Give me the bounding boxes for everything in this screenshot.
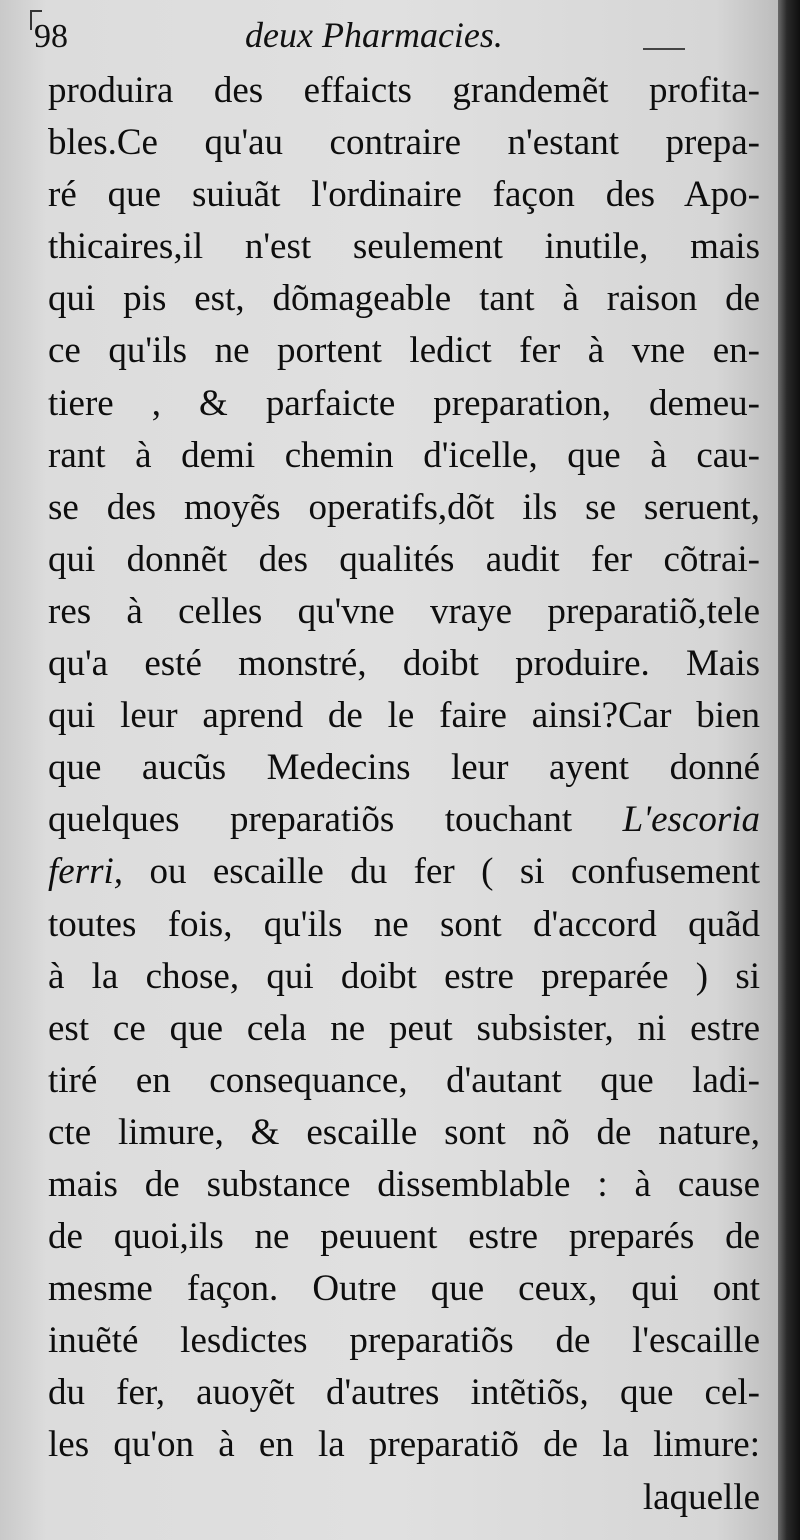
- running-head: deux Pharmacies.: [245, 15, 503, 55]
- text-line: res à celles qu'vne vraye preparatiõ,tele: [48, 590, 760, 632]
- text-line: toutes fois, qu'ils ne sont d'accord quãd: [48, 903, 760, 945]
- text-line-italic-term: [48, 846, 760, 898]
- text-line: qui leur aprend de le faire ainsi?Car bien: [48, 695, 760, 737]
- text-line: qui pis est, dõmageable tant à raison de: [48, 278, 760, 320]
- text-segment: quelques preparatiõs touchant: [48, 799, 623, 841]
- text-line-italic-term: [48, 794, 760, 846]
- italic-term: ferri,: [48, 851, 124, 893]
- page-header: [30, 10, 760, 62]
- text-line: inuẽté lesdictes preparatiõs de l'escaille: [48, 1320, 760, 1362]
- text-line: est ce que cela ne peut subsister, ni estre: [48, 1007, 760, 1049]
- text-line: produira des effaicts grandemẽt profita-: [48, 70, 760, 111]
- text-segment: ou escaille du fer ( si confusement: [123, 851, 760, 893]
- body-text: [48, 65, 760, 1524]
- text-line: cte limure, & escaille sont nõ de nature,: [48, 1111, 760, 1153]
- page-edge-shadow: [778, 0, 800, 1540]
- text-line: bles.Ce qu'au contraire n'estant prepa-: [48, 122, 760, 164]
- text-line: thicaires,il n'est seulement inutile, mais: [48, 226, 760, 268]
- text-line: que aucũs Medecins leur ayent donné: [48, 747, 760, 789]
- text-line: mais de substance dissemblable : à cause: [48, 1163, 760, 1205]
- header-rule: [643, 48, 685, 50]
- text-line: tiré en consequance, d'autant que ladi-: [48, 1059, 760, 1101]
- text-line: qui donnẽt des qualités audit fer cõtrai-: [48, 538, 760, 580]
- text-line: du fer, auoyẽt d'autres intẽtiõs, que cel-: [48, 1372, 760, 1414]
- italic-term: L'escoria: [622, 799, 760, 841]
- text-line: ce qu'ils ne portent ledict fer à vne en-: [48, 330, 760, 372]
- page-number: 98: [34, 18, 68, 55]
- text-line: à la chose, qui doibt estre preparée ) si: [48, 955, 760, 997]
- catchword: laquelle: [642, 1476, 760, 1518]
- text-line: qu'a esté monstré, doibt produire. Mais: [48, 643, 760, 685]
- text-line: se des moyẽs operatifs,dõt ils se seruent,: [48, 486, 760, 528]
- text-line: les qu'on à en la preparatiõ de la limure:: [48, 1424, 760, 1466]
- text-line: ré que suiuãt l'ordinaire façon des Apo-: [48, 174, 760, 216]
- text-line: tiere , & parfaicte preparation, demeu-: [48, 382, 760, 424]
- text-line: mesme façon. Outre que ceux, qui ont: [48, 1268, 760, 1310]
- text-line: rant à demi chemin d'icelle, que à cau-: [48, 434, 760, 476]
- text-line: de quoi,ils ne peuuent estre preparés de: [48, 1216, 760, 1258]
